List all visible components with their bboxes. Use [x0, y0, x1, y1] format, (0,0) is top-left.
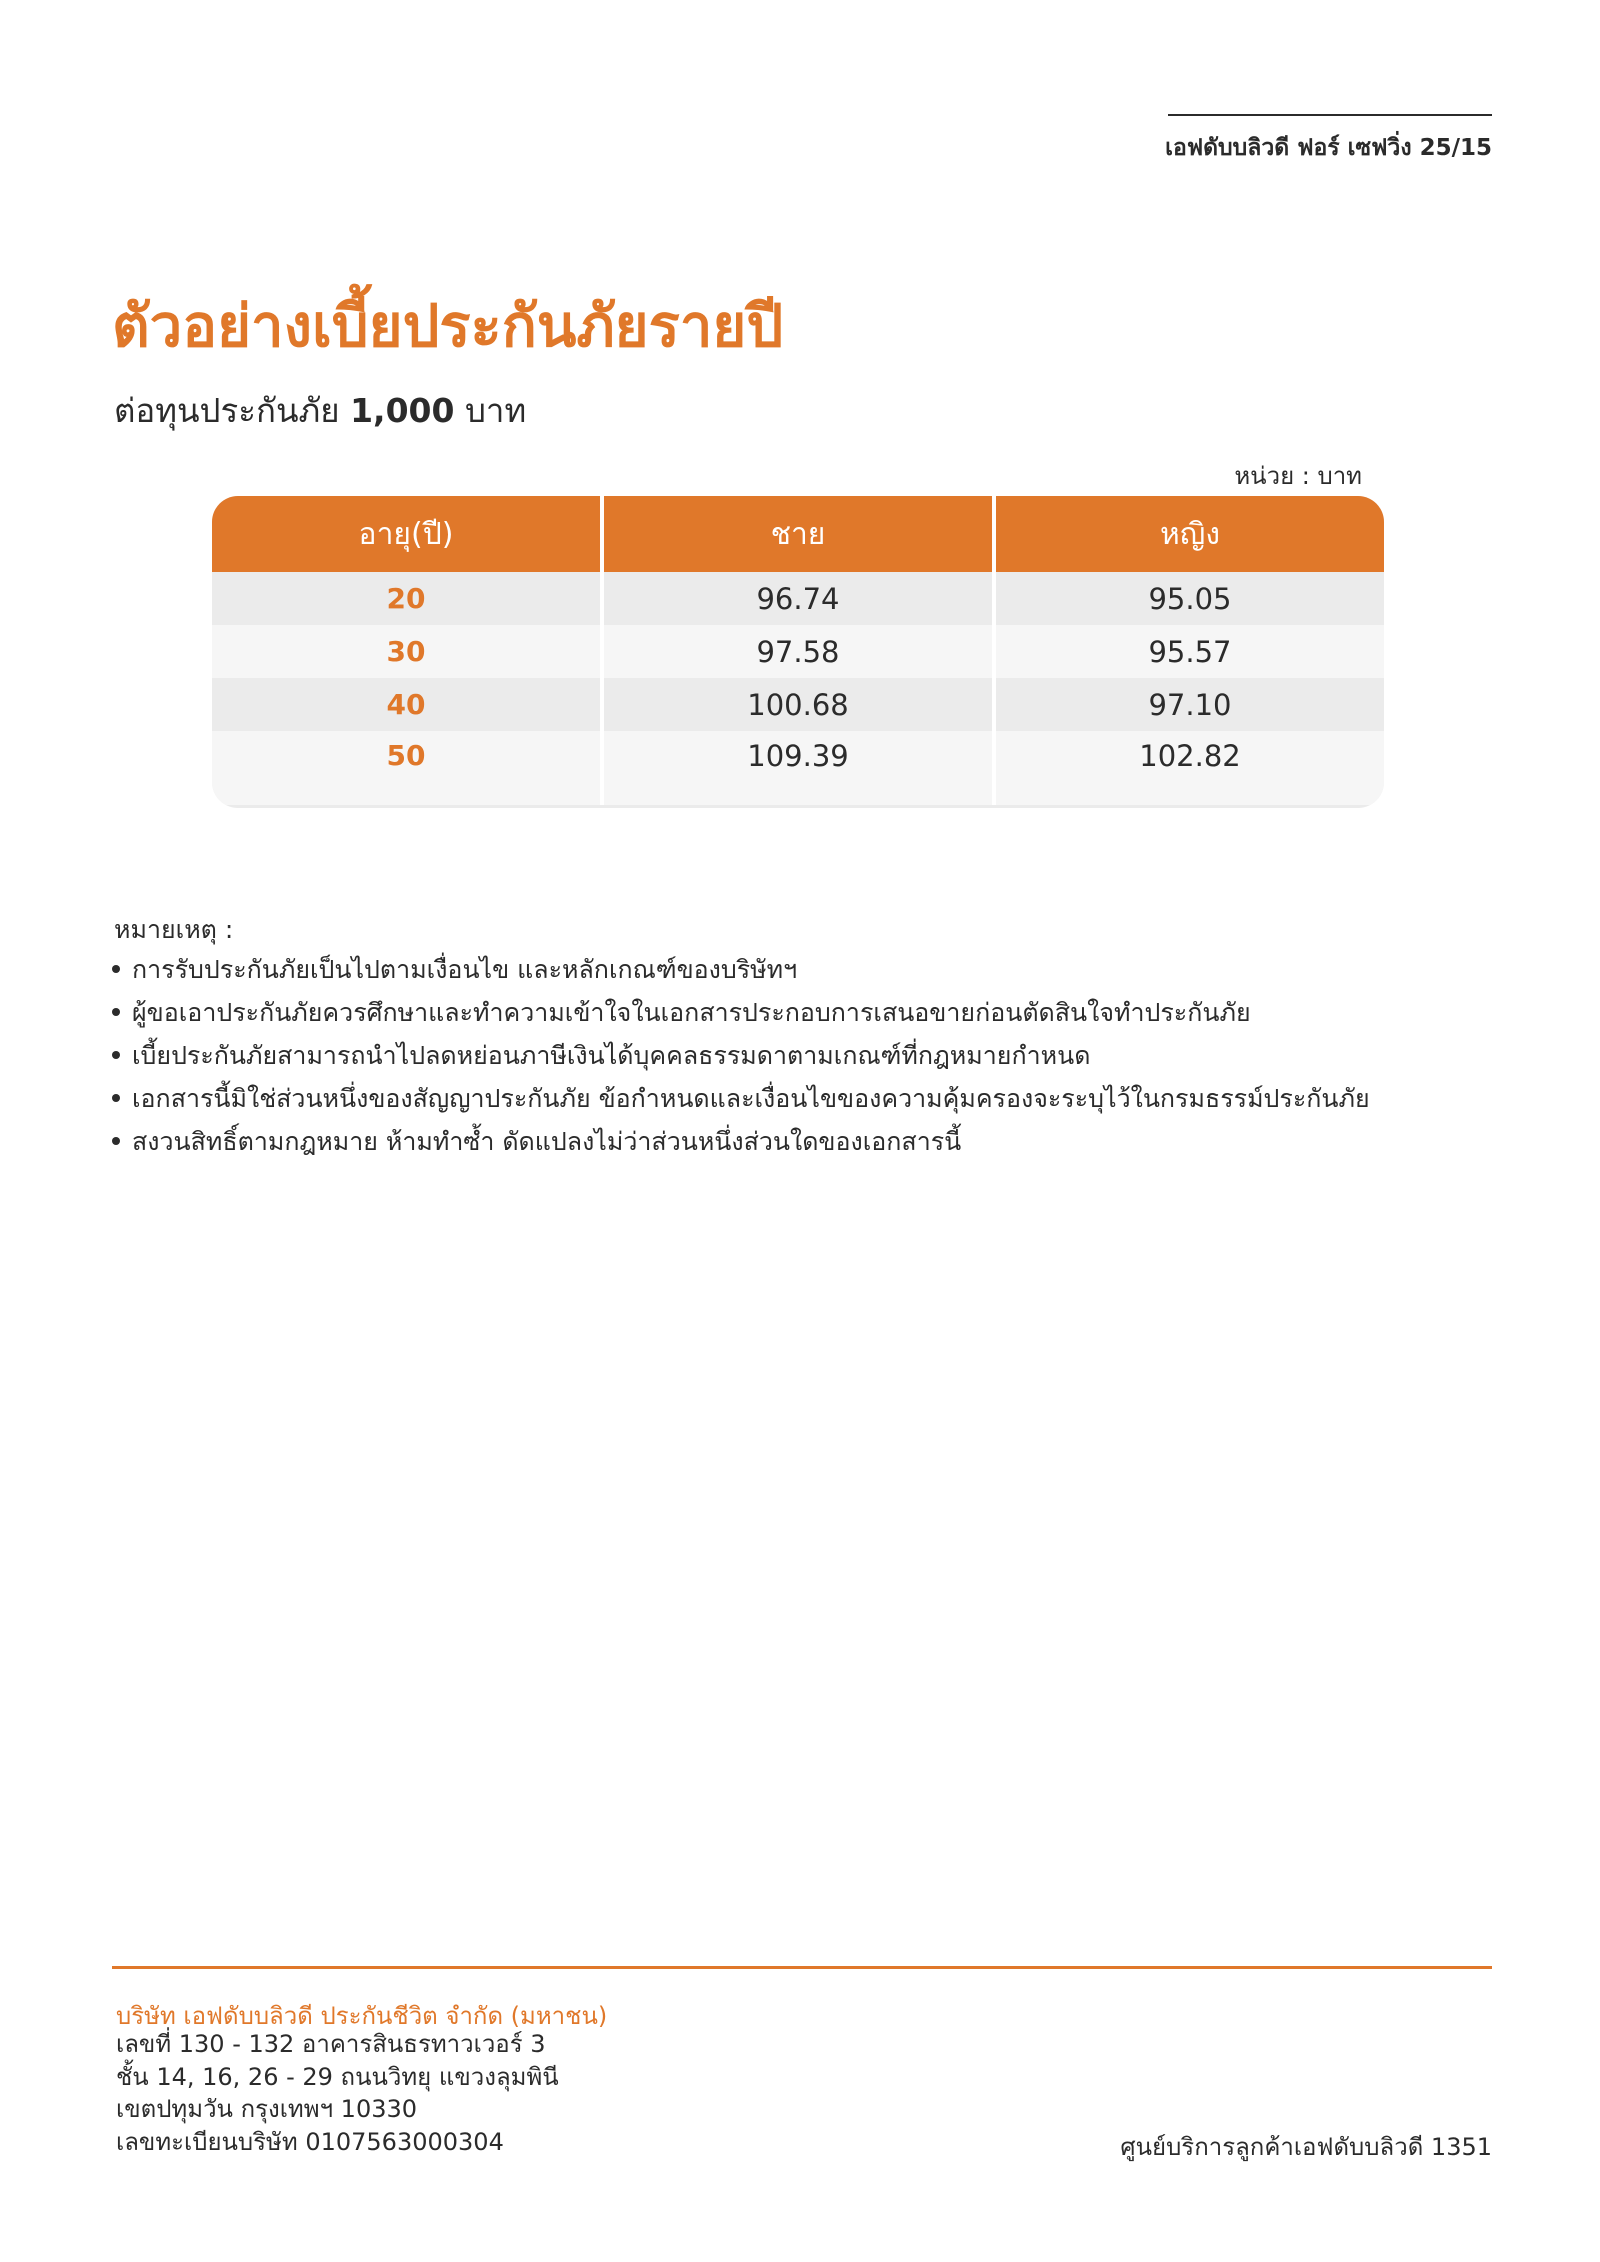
note-text: เอกสารนี้มิใช่ส่วนหนึ่งของสัญญาประกันภัย ข้อกำหนดและเงื่อนไขของความคุ้มครองจะระบุไว้ในกรมธรรม์ประกันภัย: [132, 1084, 1370, 1113]
cell-female: 97.10: [992, 678, 1384, 731]
cell-male: 100.68: [600, 678, 992, 731]
notes-title: หมายเหตุ :: [114, 915, 234, 944]
address-line-3: เขตปทุมวัน กรุงเทพฯ 10330: [116, 2095, 418, 2123]
header-male: ชาย: [600, 496, 992, 572]
cell-male: 109.39: [600, 731, 992, 805]
footer-divider: [112, 1966, 1492, 1969]
cell-age: 30: [386, 635, 426, 668]
bullet-icon: [112, 1008, 120, 1016]
cell-male: 96.74: [600, 572, 992, 625]
header-age: อายุ(ปี): [358, 516, 454, 552]
subtitle-prefix: ต่อทุนประกันภัย: [114, 391, 340, 430]
cell-female: 95.05: [992, 572, 1384, 625]
note-text: ผู้ขอเอาประกันภัยควรศึกษาและทำความเข้าใจในเอกสารประกอบการเสนอขายก่อนตัดสินใจทำประกันภัย: [132, 998, 1251, 1027]
bullet-icon: [112, 1051, 120, 1059]
subtitle-amount: 1,000: [350, 391, 455, 430]
document-title: เอฟดับบลิวดี ฟอร์ เซฟวิ่ง 25/15: [1165, 135, 1492, 161]
page-subtitle: [114, 384, 526, 437]
cell-age: 50: [386, 739, 426, 772]
customer-service-hotline: ศูนย์บริการลูกค้าเอฟดับบลิวดี 1351: [1120, 2133, 1492, 2161]
list-item: [112, 1120, 1370, 1163]
bullet-icon: [112, 965, 120, 973]
cell-female: 95.57: [992, 625, 1384, 678]
unit-label: หน่วย : บาท: [1234, 462, 1362, 490]
table-row: [212, 678, 1384, 731]
cell-age: 20: [386, 582, 426, 615]
table-body: [212, 572, 1384, 805]
note-text: สงวนสิทธิ์ตามกฎหมาย ห้ามทำซ้ำ ดัดแปลงไม่ว่าส่วนหนึ่งส่วนใดของเอกสารนี้: [132, 1127, 962, 1156]
note-text: การรับประกันภัยเป็นไปตามเงื่อนไข และหลักเกณฑ์ของบริษัทฯ: [132, 955, 798, 984]
bullet-icon: [112, 1137, 120, 1145]
footer-company-name: บริษัท เอฟดับบลิวดี ประกันชีวิต จำกัด (มหาชน): [116, 2002, 608, 2030]
cell-male: 97.58: [600, 625, 992, 678]
list-item: [112, 948, 1370, 991]
footer-address: [116, 2028, 559, 2158]
address-line-2: ชั้น 14, 16, 26 - 29 ถนนวิทยุ แขวงลุมพินี: [116, 2062, 559, 2091]
header-divider: [1168, 114, 1492, 116]
page-title: ตัวอย่างเบี้ยประกันภัยรายปี: [112, 292, 784, 360]
header-female: หญิง: [992, 496, 1384, 572]
notes-list: [112, 948, 1370, 1163]
bullet-icon: [112, 1094, 120, 1102]
list-item: [112, 991, 1370, 1034]
cell-age: 40: [386, 688, 426, 721]
registration-number: เลขทะเบียนบริษัท 0107563000304: [116, 2127, 504, 2156]
list-item: [112, 1077, 1370, 1120]
note-text: เบี้ยประกันภัยสามารถนำไปลดหย่อนภาษีเงินได้บุคคลธรรมดาตามเกณฑ์ที่กฎหมายกำหนด: [132, 1041, 1091, 1070]
cell-female: 102.82: [992, 731, 1384, 805]
address-line-1: เลขที่ 130 - 132 อาคารสินธรทาวเวอร์ 3: [116, 2030, 546, 2058]
list-item: [112, 1034, 1370, 1077]
premium-table: [212, 496, 1384, 808]
table-row: [212, 625, 1384, 678]
table-row: [212, 572, 1384, 625]
subtitle-suffix: บาท: [464, 391, 527, 430]
table-header: [212, 496, 1384, 572]
table-row: [212, 731, 1384, 805]
